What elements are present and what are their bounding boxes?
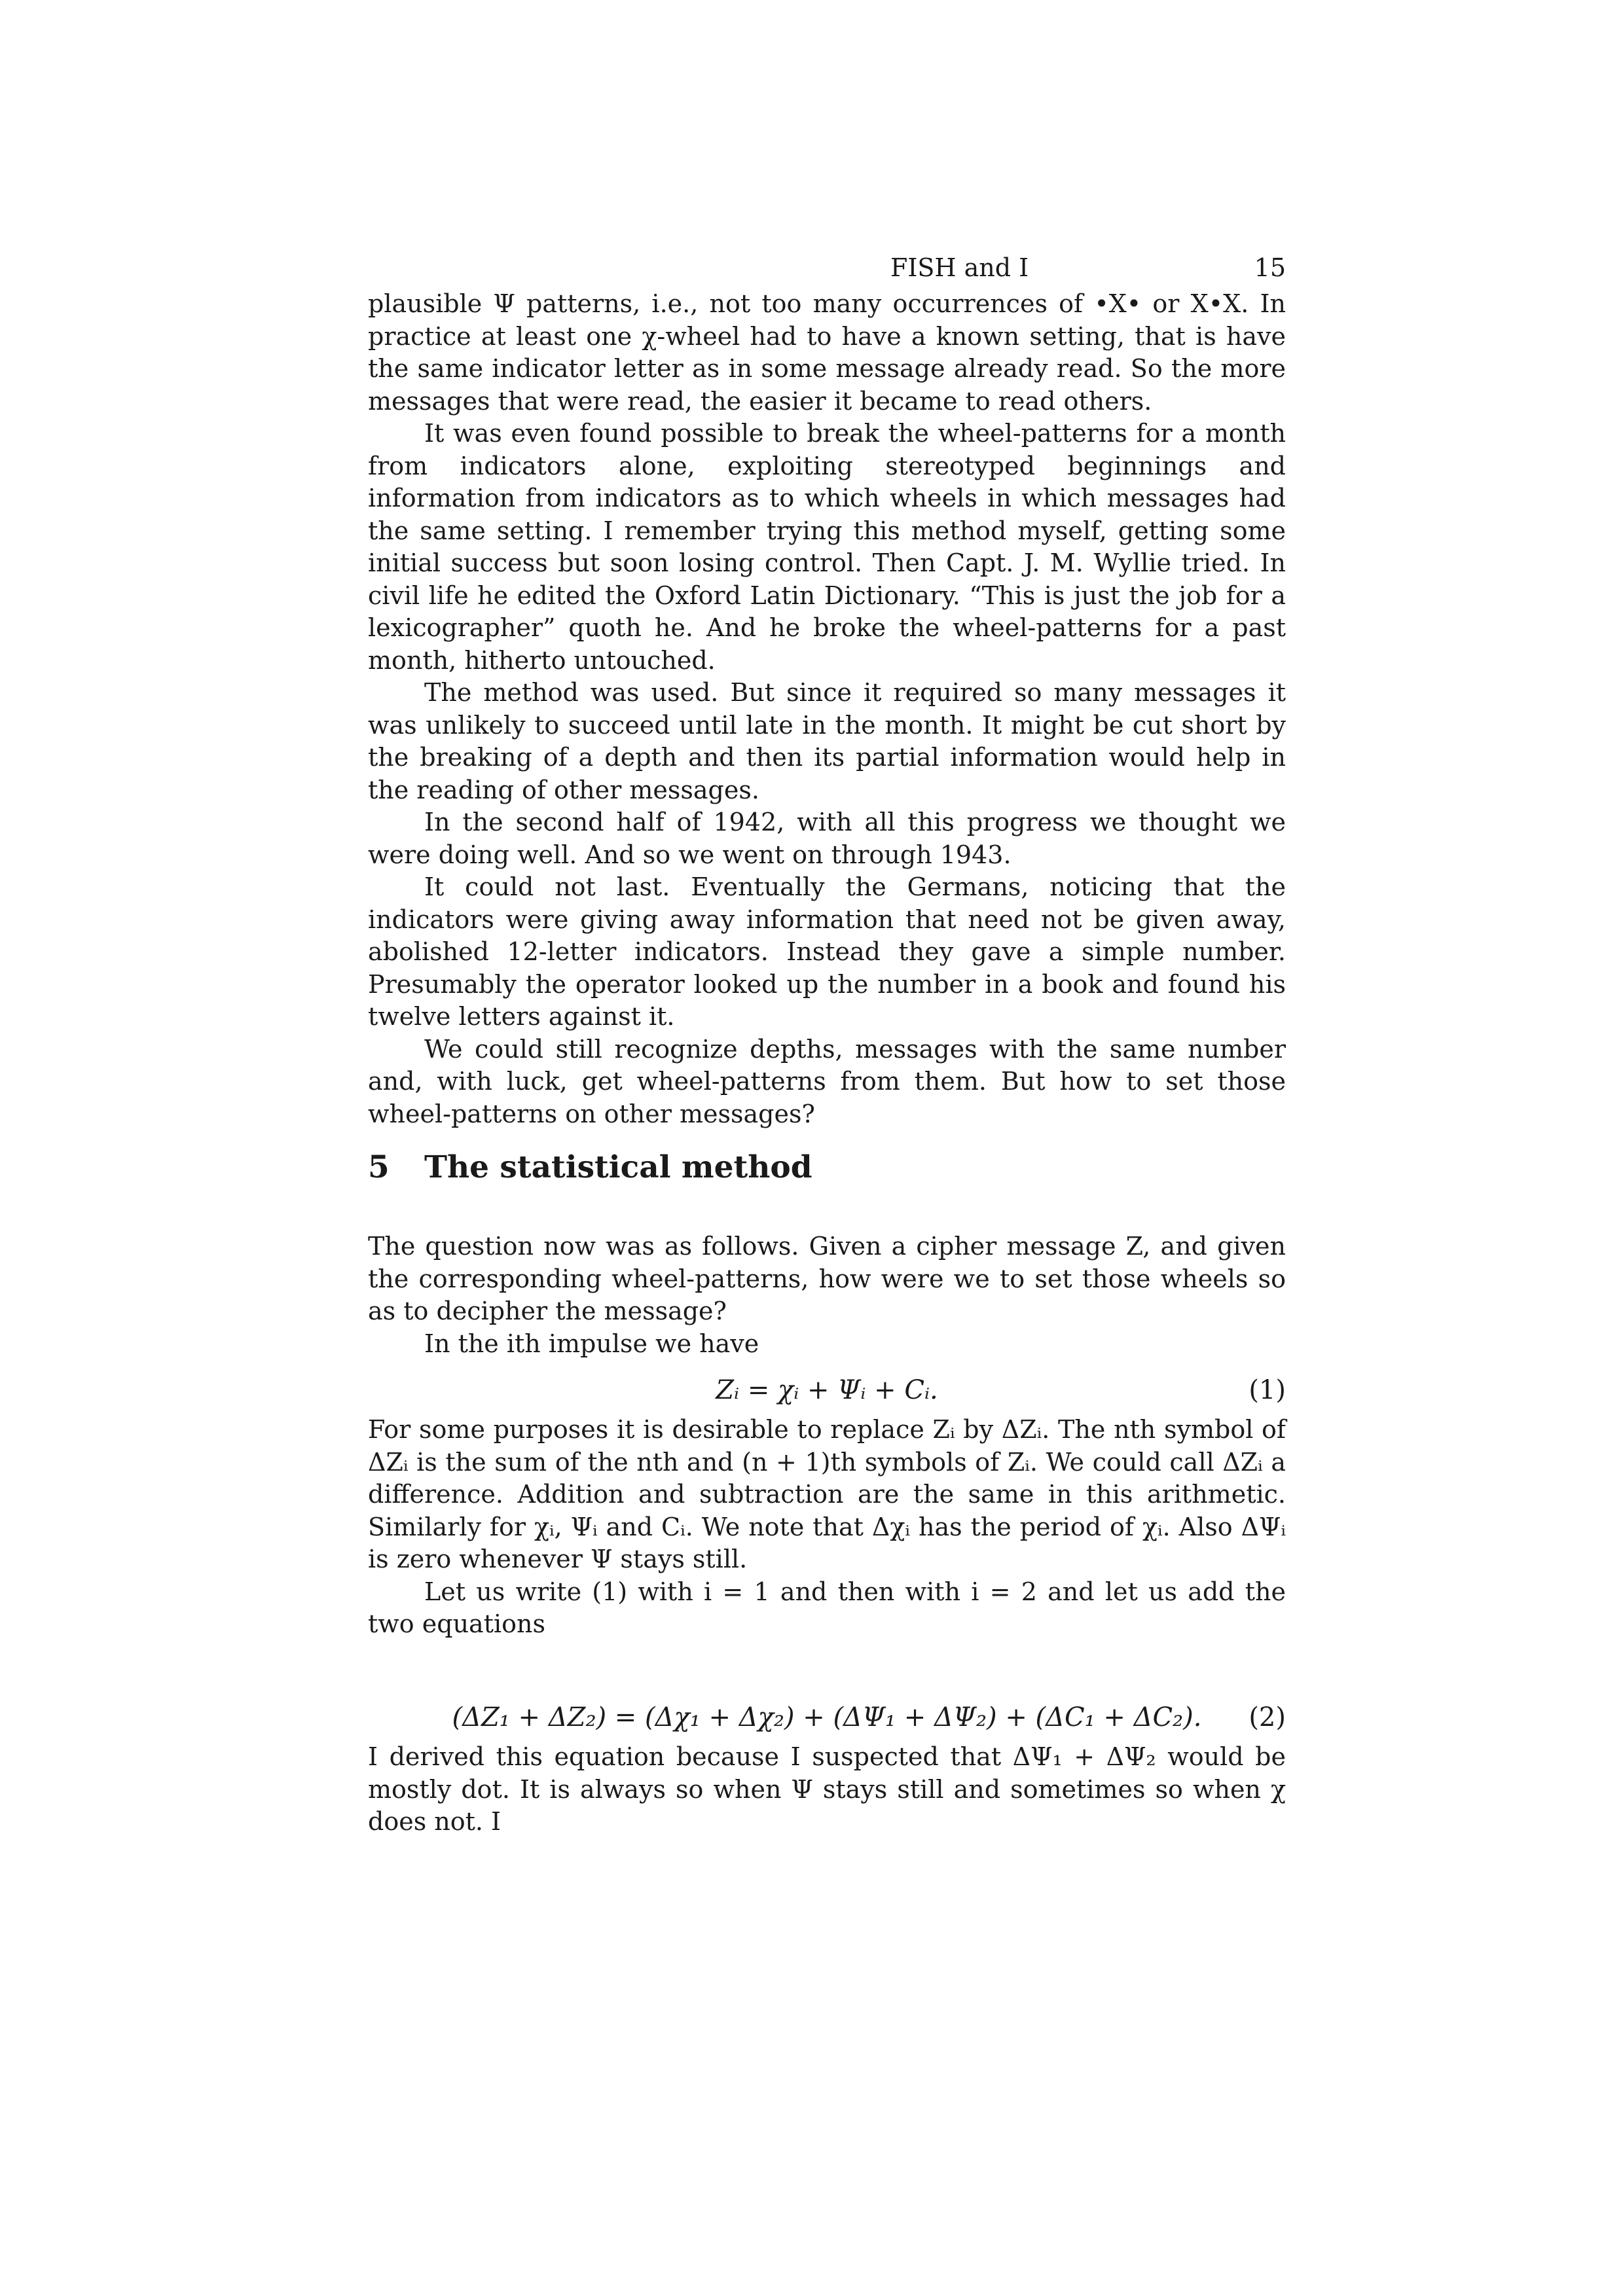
equation-2 bbox=[368, 1700, 1286, 1735]
running-head bbox=[890, 251, 1286, 284]
running-title: FISH and I bbox=[890, 253, 1029, 282]
paragraph: We could still recognize depths, messages with the same number and, with luck, get wheel-patterns from them. But how to set those wheel-patterns on other messages? bbox=[368, 1034, 1286, 1128]
paragraph: Let us write (1) with i = 1 and then with i = 2 and let us add the two equations bbox=[368, 1577, 1286, 1638]
page-number: 15 bbox=[1254, 253, 1286, 282]
paragraph: In the second half of 1942, with all this progress we thought we were doing well. And so we went on through 1943. bbox=[368, 808, 1286, 869]
equation-body: Zᵢ = χᵢ + Ψᵢ + Cᵢ. bbox=[716, 1375, 938, 1405]
equation-number: (2) bbox=[1249, 1702, 1286, 1732]
paragraph: It could not last. Eventually the Germans, noticing that the indicators were giving away information that need not be given away, abolished 12-letter indicators. Instead they gave a simple number. Presumably the operator looked up the number in a book and found his twelve letters against it. bbox=[368, 872, 1286, 1031]
paragraph: For some purposes it is desirable to replace Zᵢ by ΔZᵢ. The nth symbol of ΔZᵢ is the sum of the nth and (n + 1)th symbols of Zᵢ. We could call ΔZᵢ a difference. Addition and subtraction are the same in this arithmetic. Similarly for χᵢ, Ψᵢ and Cᵢ. We note that Δχᵢ has the period of χᵢ. Also ΔΨᵢ is zero whenever Ψ stays still. bbox=[368, 1415, 1286, 1573]
paragraph: plausible Ψ patterns, i.e., not too many occurrences of •X• or X•X. In practice at least one χ-wheel had to have a known setting, that is have the same indicator letter as in some message already read. So the more messages that were read, the easier it became to read others. bbox=[368, 289, 1286, 416]
paragraph: In the ith impulse we have bbox=[424, 1329, 759, 1358]
equation-body: (ΔZ₁ + ΔZ₂) = (Δχ₁ + Δχ₂) + (ΔΨ₁ + ΔΨ₂) + (ΔC₁ + ΔC₂). bbox=[452, 1702, 1202, 1732]
paragraph: The question now was as follows. Given a cipher message Z, and given the corresponding wheel-patterns, how were we to set those wheels so as to decipher the message? bbox=[368, 1232, 1286, 1325]
body-text-after-equation-1 bbox=[368, 1414, 1286, 1641]
section-title: The statistical method bbox=[424, 1149, 812, 1185]
section-number: 5 bbox=[368, 1149, 390, 1185]
body-text-end bbox=[368, 1741, 1286, 1839]
equation-1 bbox=[368, 1372, 1286, 1408]
paragraph: The method was used. But since it required so many messages it was unlikely to succeed until late in the month. It might be cut short by the breaking of a depth and then its partial information would help in the reading of other messages. bbox=[368, 678, 1286, 804]
paragraph: I derived this equation because I suspected that ΔΨ₁ + ΔΨ₂ would be mostly dot. It is always so when Ψ stays still and sometimes so when χ does not. I bbox=[368, 1742, 1286, 1836]
body-text-section bbox=[368, 1230, 1286, 1360]
section-heading bbox=[368, 1147, 812, 1189]
paragraph: It was even found possible to break the wheel-patterns for a month from indicators alone, exploiting stereotyped beginnings and information from indicators as to which wheels in which messages had the same setting. I remember trying this method myself, getting some initial success but soon losing control. Then Capt. J. M. Wyllie tried. In civil life he edited the Oxford Latin Dictionary. “This is just the job for a lexicographer” quoth he. And he broke the wheel-patterns for a past month, hitherto untouched. bbox=[368, 419, 1286, 675]
equation-number: (1) bbox=[1249, 1375, 1286, 1405]
body-text-top bbox=[368, 288, 1286, 1130]
